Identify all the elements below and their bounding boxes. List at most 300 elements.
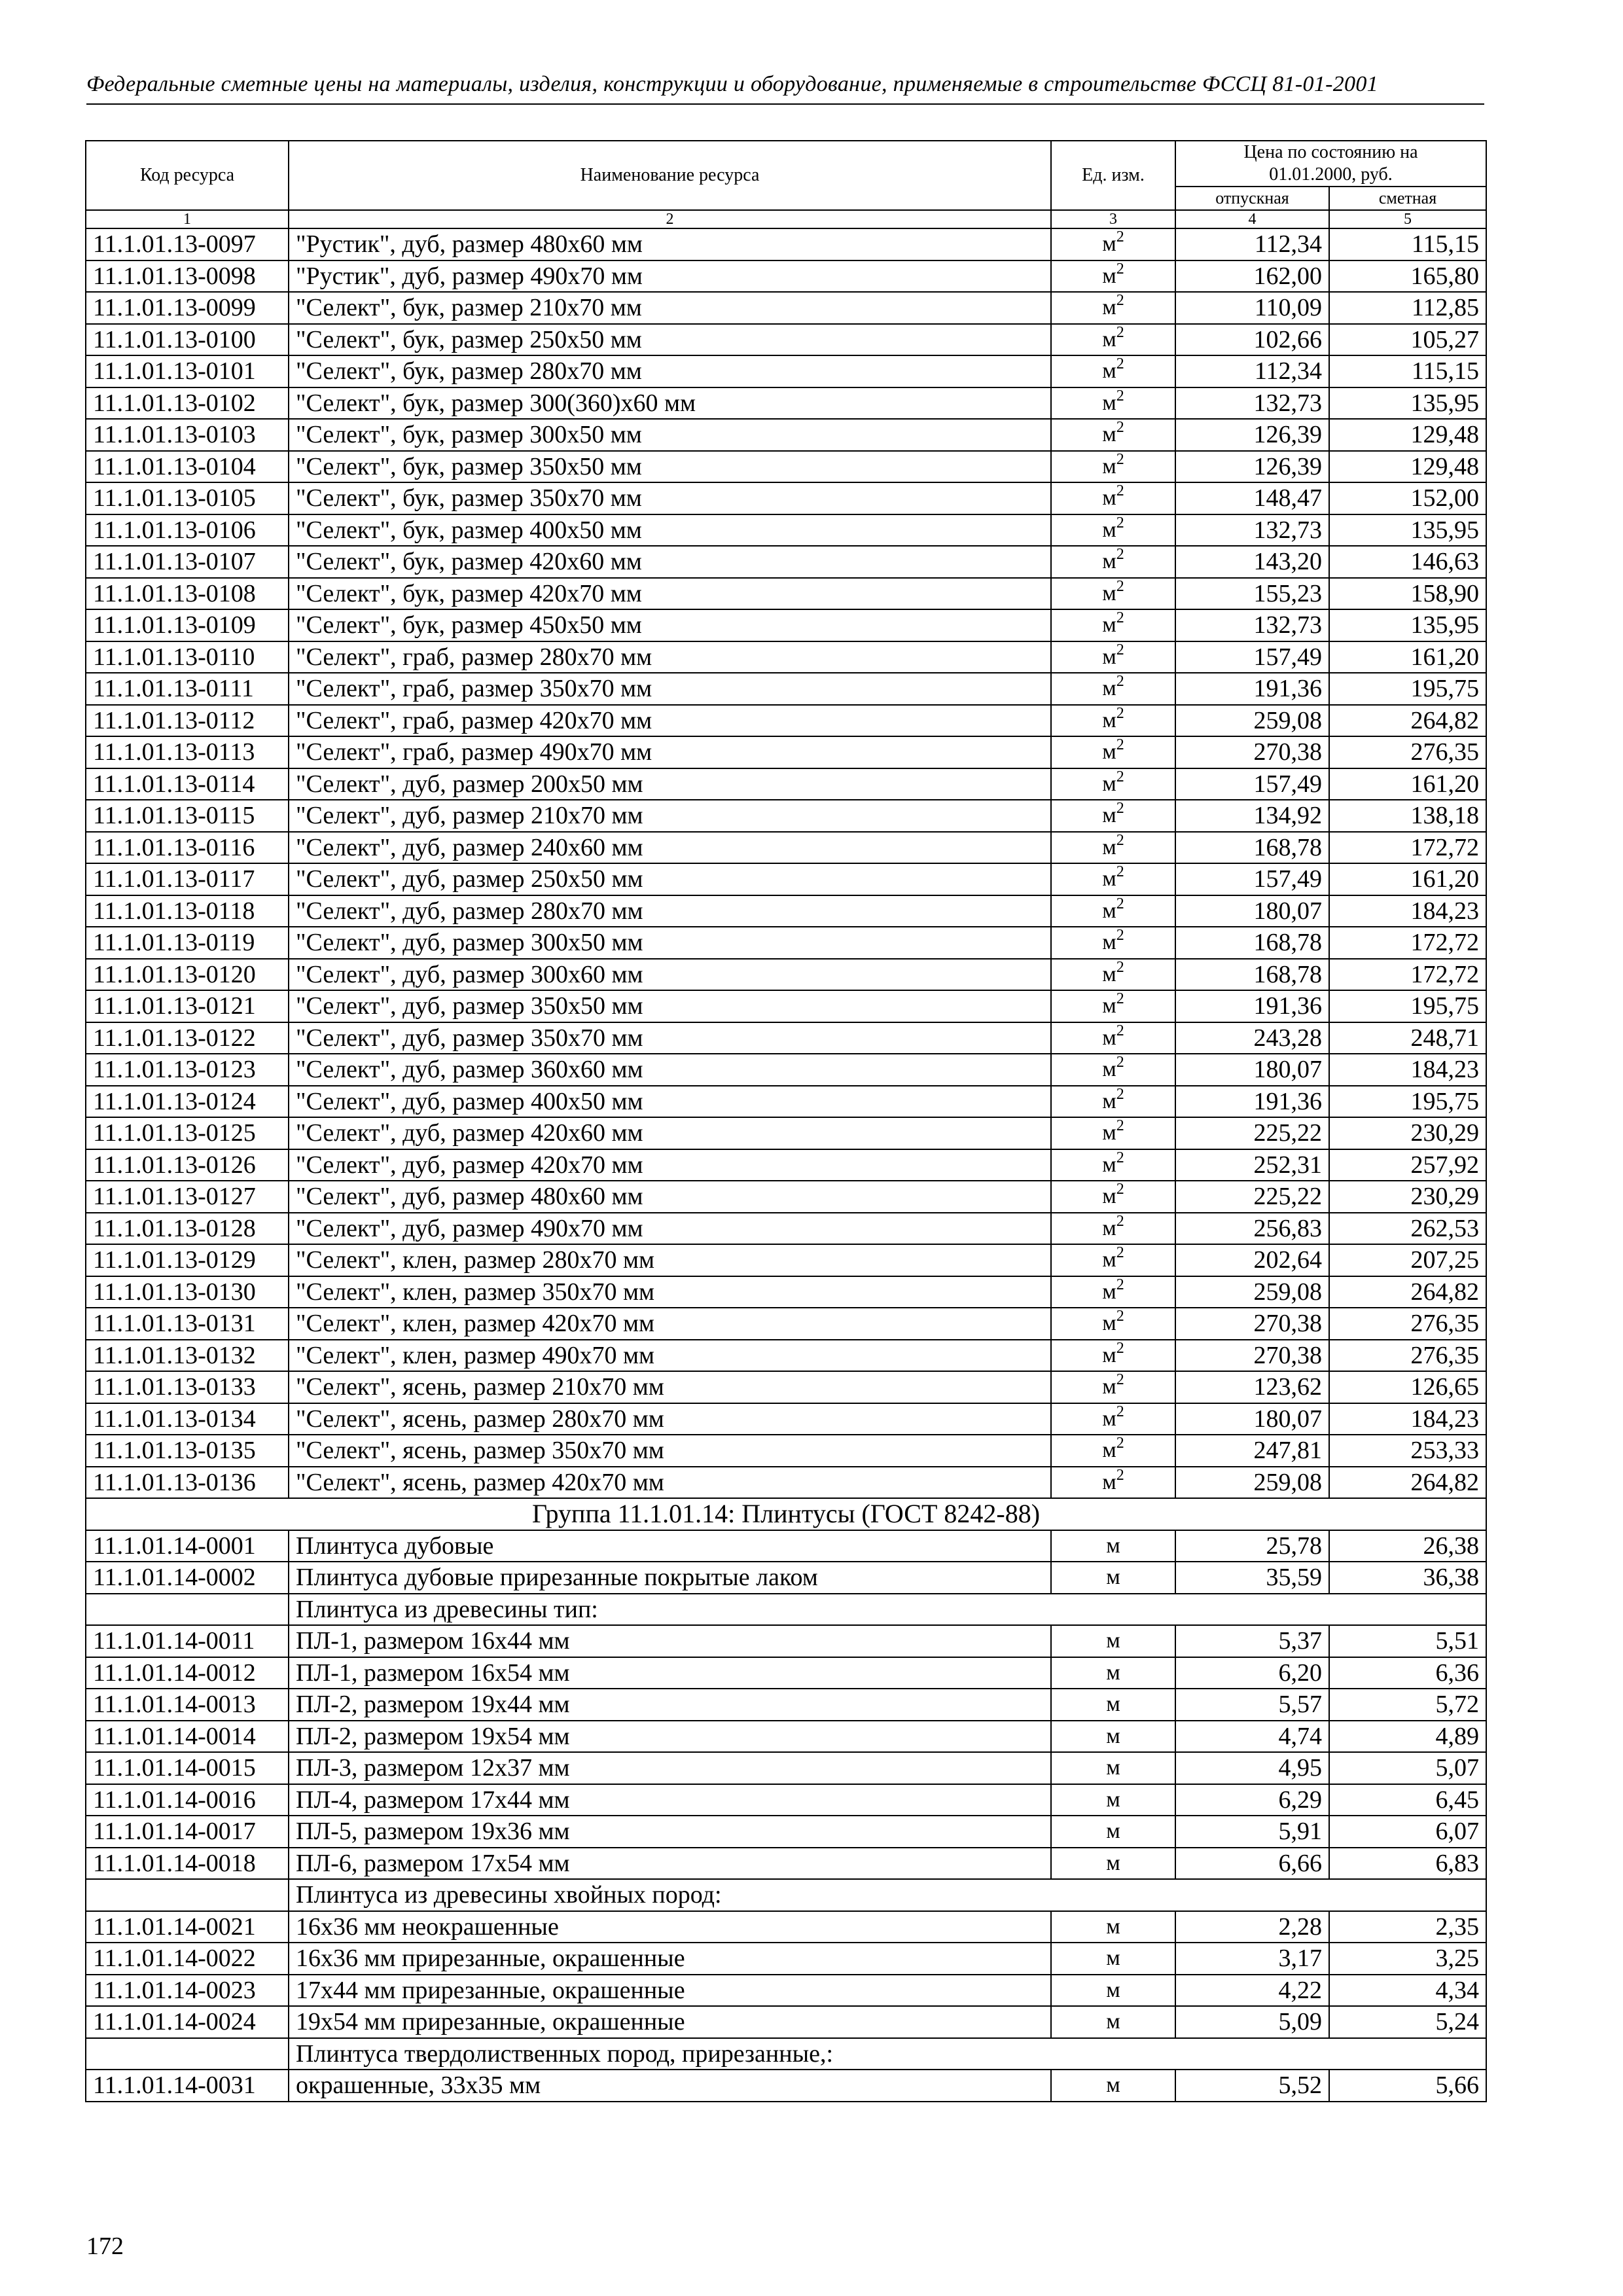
release-price: [1175, 1276, 1329, 1308]
resource-code: [86, 1721, 289, 1753]
table-row: [86, 895, 1486, 927]
release-price: [1175, 1022, 1329, 1054]
resource-code-text: 11.1.01.13-0125: [93, 1119, 256, 1147]
resource-name-text: "Селект", граб, размер 420х70 мм: [296, 706, 652, 734]
estimate-price-text: 105,27: [1410, 325, 1480, 353]
unit-cell: [1051, 895, 1175, 927]
resource-code-text: 11.1.01.13-0128: [93, 1214, 256, 1242]
table-row: [86, 1149, 1486, 1181]
table-row: [86, 1911, 1486, 1943]
unit-cell: [1051, 1149, 1175, 1181]
estimate-price: [1329, 2006, 1486, 2038]
resource-name-text: "Селект", дуб, размер 480х60 мм: [296, 1183, 643, 1211]
resource-name-text: "Рустик", дуб, размер 480х60 мм: [296, 230, 643, 259]
unit-cell-text: м: [1102, 613, 1116, 637]
release-price: [1175, 2070, 1329, 2102]
resource-name: [289, 292, 1051, 324]
unit-cell-text: м: [1106, 1977, 1120, 2002]
release-price: [1175, 768, 1329, 800]
unit-cell: [1051, 1213, 1175, 1245]
resource-name: [289, 927, 1051, 959]
resource-code: [86, 1371, 289, 1403]
estimate-price: [1329, 1562, 1486, 1594]
unit-cell: [1051, 355, 1175, 387]
estimate-price: [1329, 895, 1486, 927]
release-price-text: 123,62: [1253, 1373, 1322, 1401]
resource-code-text: 11.1.01.13-0129: [93, 1246, 256, 1274]
table-row: [86, 2006, 1486, 2038]
group-heading-row: [86, 1498, 1486, 1530]
release-price-text: 270,38: [1253, 738, 1322, 766]
resource-name-text: "Селект", бук, размер 420х60 мм: [296, 548, 642, 576]
unit-cell-text: м: [1102, 1121, 1116, 1145]
resource-name: [289, 641, 1051, 673]
release-price-text: 143,20: [1253, 548, 1322, 576]
release-price-text: 157,49: [1253, 865, 1322, 893]
unit-cell: [1051, 927, 1175, 959]
estimate-price: [1329, 736, 1486, 768]
unit-cell: [1051, 1276, 1175, 1308]
unit-cell-text: м: [1102, 834, 1116, 859]
release-price-text: 270,38: [1253, 1341, 1322, 1369]
resource-code-text: 11.1.01.14-0022: [93, 1945, 256, 1973]
column-number: 2: [289, 210, 1051, 228]
resource-code-text: 11.1.01.13-0134: [93, 1405, 256, 1433]
resource-name-text: "Селект", дуб, размер 300х60 мм: [296, 960, 643, 988]
release-price-text: 243,28: [1253, 1024, 1322, 1052]
resource-name-text: ПЛ-3, размером 12х37 мм: [296, 1754, 570, 1782]
table-row: [86, 1435, 1486, 1467]
table-row: [86, 387, 1486, 420]
release-price-text: 102,66: [1253, 325, 1322, 353]
unit-cell: [1051, 482, 1175, 514]
release-price-text: 126,39: [1253, 452, 1322, 480]
resource-code: [86, 1340, 289, 1372]
unit-cell: [1051, 768, 1175, 800]
unit-cell-text: м: [1102, 1342, 1116, 1367]
unit-cell: [1051, 2070, 1175, 2102]
unit-cell: [1051, 387, 1175, 420]
unit-cell-text: м: [1102, 486, 1116, 511]
resource-name-text: "Селект", граб, размер 490х70 мм: [296, 738, 652, 766]
unit-superscript: 2: [1116, 419, 1124, 437]
estimate-price: [1329, 482, 1486, 514]
unit-superscript: 2: [1116, 1117, 1124, 1135]
resource-name-text: "Селект", бук, размер 300х50 мм: [296, 421, 642, 449]
estimate-price: [1329, 641, 1486, 673]
release-price-text: 270,38: [1253, 1310, 1322, 1338]
column-number: 1: [86, 210, 289, 228]
table-row: [86, 355, 1486, 387]
resource-name: [289, 1657, 1051, 1689]
unit-cell-text: м: [1106, 1692, 1120, 1717]
release-price: [1175, 1371, 1329, 1403]
unit-cell-text: м: [1102, 263, 1116, 288]
release-price: [1175, 609, 1329, 641]
unit-superscript: 2: [1116, 1276, 1124, 1293]
release-price-text: 4,95: [1278, 1754, 1322, 1782]
resource-name-text: ПЛ-1, размером 16х44 мм: [296, 1627, 570, 1655]
unit-cell-text: м: [1102, 1311, 1116, 1336]
release-price-text: 191,36: [1253, 992, 1322, 1020]
release-price: [1175, 705, 1329, 737]
group-title: Группа 11.1.01.14: Плинтусы (ГОСТ 8242-88): [86, 1498, 1486, 1530]
release-price-text: 132,73: [1253, 516, 1322, 544]
unit-superscript: 2: [1116, 292, 1124, 310]
estimate-price: [1329, 1403, 1486, 1435]
release-price-text: 157,49: [1253, 770, 1322, 798]
subgroup-title: Плинтуса из древесины тип:: [289, 1594, 1486, 1626]
resource-name-text: "Селект", бук, размер 350х70 мм: [296, 484, 642, 512]
resource-name-text: "Селект", дуб, размер 350х70 мм: [296, 1024, 643, 1052]
unit-cell-text: м: [1102, 1152, 1116, 1177]
table-row: [86, 1530, 1486, 1562]
resource-name-text: "Селект", дуб, размер 200х50 мм: [296, 770, 643, 798]
resource-code: [86, 1657, 289, 1689]
table-row: [86, 546, 1486, 578]
resource-code-text: 11.1.01.14-0024: [93, 2008, 256, 2036]
resource-name: [289, 1721, 1051, 1753]
resource-name: [289, 1625, 1051, 1657]
subgroup-row: [86, 1879, 1486, 1911]
unit-cell: [1051, 1816, 1175, 1848]
resource-name-text: "Селект", граб, размер 350х70 мм: [296, 675, 652, 703]
resource-name: [289, 1530, 1051, 1562]
estimate-price-text: 165,80: [1410, 262, 1480, 290]
resource-name: [289, 1784, 1051, 1816]
unit-cell: [1051, 1752, 1175, 1784]
estimate-price: [1329, 260, 1486, 293]
estimate-price: [1329, 1848, 1486, 1880]
resource-name-text: окрашенные, 33х35 мм: [296, 2072, 541, 2100]
rows-hardwood: [86, 2070, 1486, 2102]
table-row: [86, 736, 1486, 768]
resource-name: [289, 2070, 1051, 2102]
release-price-text: 5,37: [1278, 1627, 1322, 1655]
estimate-price-text: 6,83: [1435, 1849, 1480, 1877]
release-price-text: 2,28: [1278, 1912, 1322, 1941]
unit-superscript: 2: [1116, 577, 1124, 595]
estimate-price-text: 161,20: [1410, 865, 1480, 893]
estimate-price: [1329, 1435, 1486, 1467]
estimate-price: [1329, 228, 1486, 260]
table-row: [86, 419, 1486, 451]
resource-code-text: 11.1.01.14-0017: [93, 1818, 256, 1846]
resource-code-text: 11.1.01.13-0103: [93, 421, 256, 449]
estimate-price: [1329, 1340, 1486, 1372]
table-row: [86, 1117, 1486, 1149]
resource-name-text: "Селект", клен, размер 420х70 мм: [296, 1310, 655, 1338]
resource-code-text: 11.1.01.13-0126: [93, 1151, 256, 1179]
unit-cell-text: м: [1106, 1628, 1120, 1653]
resource-name-text: "Селект", дуб, размер 420х70 мм: [296, 1151, 643, 1179]
resource-code-text: 11.1.01.13-0113: [93, 738, 255, 766]
unit-cell: [1051, 1086, 1175, 1118]
resource-code: [86, 895, 289, 927]
resource-name-text: 16х36 мм прирезанные, окрашенные: [296, 1945, 685, 1973]
estimate-price: [1329, 1213, 1486, 1245]
unit-cell-text: м: [1102, 549, 1116, 574]
table-row: [86, 1213, 1486, 1245]
unit-cell: [1051, 292, 1175, 324]
table-row: [86, 1308, 1486, 1340]
estimate-price-text: 230,29: [1410, 1119, 1480, 1147]
unit-cell-text: м: [1102, 898, 1116, 923]
table-row: [86, 1403, 1486, 1435]
estimate-price: [1329, 1752, 1486, 1784]
unit-superscript: 2: [1116, 641, 1124, 658]
table-row: [86, 1086, 1486, 1118]
resource-code-text: 11.1.01.13-0116: [93, 833, 255, 861]
resource-code: [86, 641, 289, 673]
table-row: [86, 1975, 1486, 2007]
release-price-text: 3,17: [1278, 1945, 1322, 1973]
release-price: [1175, 355, 1329, 387]
unit-cell: [1051, 736, 1175, 768]
resource-code: [86, 1816, 289, 1848]
resource-name-text: "Селект", дуб, размер 350х50 мм: [296, 992, 643, 1020]
unit-cell: [1051, 451, 1175, 483]
resource-code: [86, 228, 289, 260]
resource-code-text: 11.1.01.13-0107: [93, 548, 256, 576]
resource-code-text: 11.1.01.13-0112: [93, 706, 255, 734]
unit-cell: [1051, 1848, 1175, 1880]
release-price: [1175, 1816, 1329, 1848]
resource-code: [86, 1752, 289, 1784]
unit-superscript: 2: [1116, 514, 1124, 531]
resource-code: [86, 419, 289, 451]
unit-cell-text: м: [1102, 961, 1116, 986]
estimate-price: [1329, 1816, 1486, 1848]
resource-code: [86, 1086, 289, 1118]
table-row: [86, 578, 1486, 610]
resource-name: [289, 1181, 1051, 1213]
resource-name: [289, 578, 1051, 610]
unit-cell-text: м: [1106, 1819, 1120, 1844]
unit-cell-text: м: [1106, 2073, 1120, 2098]
unit-cell: [1051, 260, 1175, 293]
resource-code: [86, 451, 289, 483]
resource-name: [289, 1752, 1051, 1784]
release-price-text: 168,78: [1253, 929, 1322, 957]
release-price-text: 5,09: [1278, 2008, 1322, 2036]
unit-cell: [1051, 578, 1175, 610]
resource-name: [289, 1689, 1051, 1721]
unit-superscript: 2: [1116, 450, 1124, 468]
estimate-price: [1329, 1943, 1486, 1975]
unit-cell-text: м: [1102, 517, 1116, 542]
resource-name: [289, 1911, 1051, 1943]
unit-cell-text: м: [1102, 1374, 1116, 1399]
table-row: [86, 800, 1486, 832]
release-price: [1175, 1848, 1329, 1880]
resource-name: [289, 1149, 1051, 1181]
resource-code: [86, 1149, 289, 1181]
table-row: [86, 514, 1486, 547]
resource-name: [289, 1943, 1051, 1975]
release-price-text: 126,39: [1253, 421, 1322, 449]
release-price: [1175, 1562, 1329, 1594]
resource-name-text: "Селект", дуб, размер 280х70 мм: [296, 897, 643, 925]
header-unit: Ед. изм.: [1051, 141, 1175, 210]
estimate-price-text: 135,95: [1410, 611, 1480, 639]
resource-name: [289, 1340, 1051, 1372]
resource-name: [289, 736, 1051, 768]
unit-cell: [1051, 1975, 1175, 2007]
page-number: 172: [86, 2233, 124, 2260]
unit-cell-text: м: [1106, 1946, 1120, 1971]
resource-code-text: 11.1.01.13-0104: [93, 452, 256, 480]
estimate-price: [1329, 1784, 1486, 1816]
resource-name-text: "Селект", дуб, размер 210х70 мм: [296, 802, 643, 830]
estimate-price-text: 195,75: [1410, 992, 1480, 1020]
resource-name: [289, 355, 1051, 387]
resource-code: [86, 514, 289, 547]
unit-cell-text: м: [1102, 390, 1116, 415]
table-row: [86, 1276, 1486, 1308]
resource-name-text: ПЛ-6, размером 17х54 мм: [296, 1849, 570, 1877]
estimate-price-text: 184,23: [1410, 1056, 1480, 1084]
unit-cell-text: м: [1102, 1406, 1116, 1431]
estimate-price-text: 5,51: [1435, 1627, 1480, 1655]
resource-name: [289, 1403, 1051, 1435]
estimate-price-text: 135,95: [1410, 516, 1480, 544]
resource-code-text: 11.1.01.13-0106: [93, 516, 256, 544]
resource-code: [86, 1467, 289, 1499]
resource-code: [86, 387, 289, 420]
release-price-text: 5,91: [1278, 1818, 1322, 1846]
resource-code: [86, 1022, 289, 1054]
resource-code-text: 11.1.01.13-0120: [93, 960, 256, 988]
table-row: [86, 2070, 1486, 2102]
resource-code-text: 11.1.01.13-0136: [93, 1468, 256, 1496]
resource-code: [86, 546, 289, 578]
resource-code-text: 11.1.01.13-0100: [93, 325, 256, 353]
estimate-price: [1329, 578, 1486, 610]
resource-name: [289, 324, 1051, 356]
unit-superscript: 2: [1116, 1371, 1124, 1389]
estimate-price-text: 172,72: [1410, 833, 1480, 861]
resource-name-text: "Селект", ясень, размер 210х70 мм: [296, 1373, 664, 1401]
unit-cell: [1051, 1467, 1175, 1499]
unit-cell: [1051, 641, 1175, 673]
unit-cell: [1051, 2006, 1175, 2038]
estimate-price-text: 264,82: [1410, 706, 1480, 734]
unit-superscript: 2: [1116, 1054, 1124, 1071]
release-price: [1175, 1467, 1329, 1499]
resource-name: [289, 260, 1051, 293]
estimate-price: [1329, 1689, 1486, 1721]
estimate-price-text: 158,90: [1410, 579, 1480, 607]
unit-cell: [1051, 1657, 1175, 1689]
estimate-price-text: 172,72: [1410, 929, 1480, 957]
resource-name-text: "Селект", бук, размер 400х50 мм: [296, 516, 642, 544]
resource-code: [86, 2070, 289, 2102]
release-price: [1175, 1721, 1329, 1753]
estimate-price: [1329, 1657, 1486, 1689]
resource-code-text: 11.1.01.13-0105: [93, 484, 256, 512]
unit-cell-text: м: [1102, 454, 1116, 478]
release-price: [1175, 514, 1329, 547]
unit-superscript: 2: [1116, 990, 1124, 1008]
unit-superscript: 2: [1116, 1308, 1124, 1325]
unit-cell-text: м: [1102, 771, 1116, 796]
resource-name: [289, 451, 1051, 483]
resource-name-text: ПЛ-2, размером 19х44 мм: [296, 1691, 570, 1719]
resource-name-text: ПЛ-2, размером 19х54 мм: [296, 1722, 570, 1750]
unit-cell-text: м: [1102, 676, 1116, 701]
unit-cell: [1051, 800, 1175, 832]
column-number: 5: [1329, 210, 1486, 228]
running-header: Федеральные сметные цены на материалы, изделия, конструкции и оборудование, применяемые в строительстве ФССЦ 81-01-2001: [86, 72, 1378, 96]
resource-code-text: 11.1.01.14-0014: [93, 1722, 256, 1750]
release-price: [1175, 1784, 1329, 1816]
estimate-price-text: 2,35: [1435, 1912, 1480, 1941]
unit-cell: [1051, 1371, 1175, 1403]
subgroup-code-cell: [86, 1594, 289, 1626]
release-price: [1175, 546, 1329, 578]
resource-name: [289, 609, 1051, 641]
unit-superscript: 2: [1116, 260, 1124, 278]
unit-cell-text: м: [1102, 327, 1116, 351]
resource-code: [86, 736, 289, 768]
unit-superscript: 2: [1116, 1244, 1124, 1262]
resource-code: [86, 927, 289, 959]
resource-code-text: 11.1.01.14-0011: [93, 1627, 255, 1655]
resource-name-text: ПЛ-5, размером 19х36 мм: [296, 1818, 570, 1846]
release-price: [1175, 1943, 1329, 1975]
resource-name-text: "Селект", клен, размер 350х70 мм: [296, 1278, 655, 1306]
unit-superscript: 2: [1116, 863, 1124, 881]
unit-cell: [1051, 1244, 1175, 1276]
release-price-text: 259,08: [1253, 1468, 1322, 1496]
table-row: [86, 705, 1486, 737]
rows-conifer: [86, 1911, 1486, 2038]
unit-cell-text: м: [1102, 1088, 1116, 1113]
estimate-price-text: 6,45: [1435, 1785, 1480, 1814]
estimate-price: [1329, 451, 1486, 483]
release-price-text: 162,00: [1253, 262, 1322, 290]
rows-group-13: [86, 228, 1486, 1498]
table-row: [86, 1340, 1486, 1372]
release-price-text: 259,08: [1253, 706, 1322, 734]
resource-code: [86, 1117, 289, 1149]
resource-name: [289, 768, 1051, 800]
resource-code: [86, 1213, 289, 1245]
table-row: [86, 1752, 1486, 1784]
release-price: [1175, 736, 1329, 768]
release-price: [1175, 1975, 1329, 2007]
subgroup-row: [86, 2038, 1486, 2070]
unit-cell: [1051, 832, 1175, 864]
resource-name-text: "Селект", дуб, размер 360х60 мм: [296, 1056, 643, 1084]
estimate-price: [1329, 1530, 1486, 1562]
resource-code: [86, 1848, 289, 1880]
resource-name: [289, 1276, 1051, 1308]
resource-name: [289, 1848, 1051, 1880]
header-price-line1: Цена по состоянию на: [1243, 142, 1418, 162]
unit-cell-text: м: [1102, 1247, 1116, 1272]
release-price-text: 132,73: [1253, 611, 1322, 639]
resource-name-text: "Селект", дуб, размер 490х70 мм: [296, 1214, 643, 1242]
table-row: [86, 228, 1486, 260]
resource-code: [86, 1276, 289, 1308]
release-price-text: 6,20: [1278, 1659, 1322, 1687]
estimate-price: [1329, 768, 1486, 800]
unit-cell: [1051, 705, 1175, 737]
subgroup-title: Плинтуса твердолиственных пород, прирезанные,:: [289, 2038, 1486, 2070]
subgroup-row: [86, 1594, 1486, 1626]
